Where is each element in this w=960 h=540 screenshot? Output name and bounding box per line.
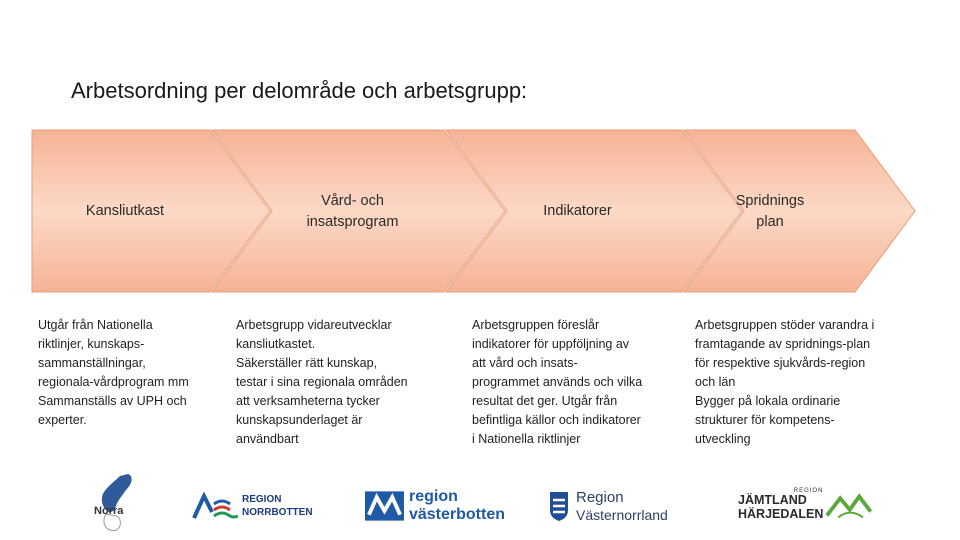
step-label-vard-insatsprogram: Vård- och insatsprogram: [306, 192, 399, 230]
step-description-4: Arbetsgruppen stöder varandra i framtagande av spridnings-plan för respektive sjukvårds-region och län Bygger på lokala ordinarie strukturer för kompetens- utveckling: [695, 318, 875, 446]
step-label-spridningsplan: Spridnings plan: [735, 192, 805, 230]
norrbotten-waves-icon: [192, 490, 238, 522]
logo-region-norrbotten: REGION NORRBOTTEN: [192, 488, 317, 524]
step-label-indikatorer: Indikatorer: [543, 203, 612, 220]
step-description-2: Arbetsgrupp vidareutvecklar kansliutkastet. Säkerställer rätt kunskap, testar i sina regionala områden att verksamheterna tycker kunskapsunderlaget är användbart: [236, 318, 408, 446]
svg-text:Norra: Norra: [94, 505, 124, 517]
step-description-3: Arbetsgruppen föreslår indikatorer för uppföljning av att vård och insats- programmet används och vilka resultat det ger. Utgår från befintliga källor och indikatorer i Nationella riktlinjer: [472, 318, 643, 446]
logo-region-vasterbotten: region västerbotten: [365, 486, 505, 526]
logo-norra: [88, 470, 148, 536]
step-description-1: Utgår från Nationella riktlinjer, kunskaps- sammanställningar, regionala-vårdprogram mm Sammanställs av UPH och experter.: [38, 318, 189, 427]
mountains-icon: [825, 488, 873, 522]
vasternorrland-crest-icon: [548, 490, 570, 522]
logo-region-vasternorrland: Region Västernorrland: [548, 486, 688, 526]
sweden-map-icon: [88, 470, 148, 536]
step-label-kansliutkast: Kansliutkast: [85, 203, 165, 220]
logo-region-jamtland-harjedalen: REGION JÄMTLAND HÄRJEDALEN: [738, 484, 873, 526]
page-title: Arbetsordning per delområde och arbetsgrupp:: [71, 78, 528, 103]
vasterbotten-emblem-icon: [365, 489, 404, 523]
